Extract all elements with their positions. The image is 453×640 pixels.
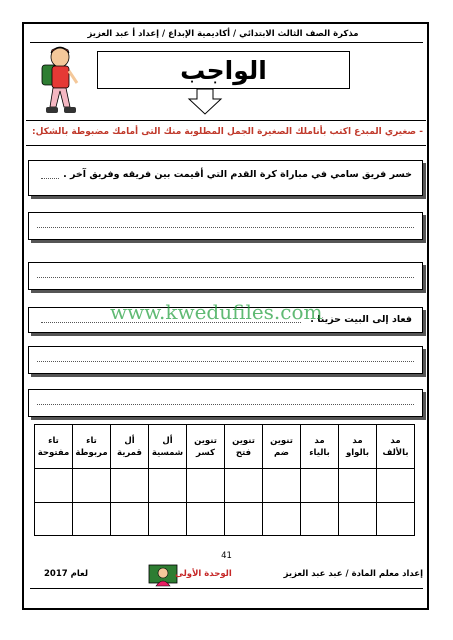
table-header-row bbox=[35, 425, 415, 469]
title-box bbox=[97, 51, 350, 89]
table-cell[interactable] bbox=[339, 502, 377, 536]
table-cell[interactable] bbox=[111, 469, 149, 503]
table-cell[interactable] bbox=[187, 502, 225, 536]
table-header-cell: أل شمسية bbox=[149, 425, 187, 469]
header-separator: / bbox=[162, 29, 166, 39]
table-header-cell: تنوين كسر bbox=[187, 425, 225, 469]
header-academy: أكاديمية الإبداع bbox=[168, 29, 231, 39]
dotted-line bbox=[37, 277, 414, 278]
table-cell[interactable] bbox=[339, 469, 377, 503]
page-title: الواجب bbox=[180, 56, 267, 85]
footer-year: لعام 2017 bbox=[44, 569, 89, 579]
dotted-line bbox=[37, 361, 414, 362]
table-header-cell: أل قمرية bbox=[111, 425, 149, 469]
header-separator: / bbox=[233, 29, 237, 39]
table-header-cell: مد بالياء bbox=[301, 425, 339, 469]
writing-box[interactable] bbox=[28, 212, 423, 240]
table-cell[interactable] bbox=[263, 502, 301, 536]
table-cell[interactable] bbox=[73, 502, 111, 536]
classification-table bbox=[34, 424, 415, 536]
table-cell[interactable] bbox=[111, 502, 149, 536]
table-row bbox=[35, 469, 415, 503]
table-cell[interactable] bbox=[377, 469, 415, 503]
dotted-line bbox=[37, 404, 414, 405]
table-cell[interactable] bbox=[301, 469, 339, 503]
table-cell[interactable] bbox=[187, 469, 225, 503]
table-row bbox=[35, 502, 415, 536]
header-rule bbox=[30, 42, 423, 43]
table-cell[interactable] bbox=[225, 502, 263, 536]
table-cell[interactable] bbox=[149, 469, 187, 503]
footer-unit: الوحدة الأولى bbox=[175, 569, 232, 579]
table-header-cell: تاء مفتوحة bbox=[35, 425, 73, 469]
table-cell[interactable] bbox=[73, 469, 111, 503]
table-cell[interactable] bbox=[225, 469, 263, 503]
page-header bbox=[53, 29, 393, 39]
table-cell[interactable] bbox=[35, 502, 73, 536]
teacher-illustration bbox=[148, 562, 178, 588]
table-cell[interactable] bbox=[35, 469, 73, 503]
table-header-cell: تنوين فتح bbox=[225, 425, 263, 469]
separator-line bbox=[26, 145, 426, 146]
table-header-cell: مد بالواو bbox=[339, 425, 377, 469]
writing-box[interactable] bbox=[28, 262, 423, 290]
table-header-cell: مد بالألف bbox=[377, 425, 415, 469]
writing-box[interactable] bbox=[28, 389, 423, 417]
table-header-cell: تاء مربوطة bbox=[73, 425, 111, 469]
separator-line bbox=[26, 120, 426, 121]
table-cell[interactable] bbox=[149, 502, 187, 536]
instruction-text: - صغيري المبدع اكتب بأناملك الصغيرة الجمل المطلوبة منك التى أمامك مضبوطة بالشكل: bbox=[32, 127, 423, 137]
watermark: www.kwedufiles.com bbox=[110, 300, 323, 324]
boy-with-backpack-illustration bbox=[32, 45, 87, 123]
footer-prepared-by: إعداد معلم المادة / عبد عبد العزيز bbox=[283, 569, 423, 579]
sentence-1: خسر فريق سامي في مباراة كرة القدم التي أقيمت بين فريقه وفريق آخر . bbox=[60, 169, 412, 180]
header-author: إعداد أ عبد العزيز bbox=[87, 29, 160, 39]
page-number: 41 bbox=[221, 551, 232, 561]
down-arrow-icon bbox=[185, 89, 225, 115]
table-header-cell: تنوين ضم bbox=[263, 425, 301, 469]
table-cell[interactable] bbox=[263, 469, 301, 503]
sentence-2: فعاد إلى البيت حزينا . bbox=[307, 314, 412, 325]
table-cell[interactable] bbox=[301, 502, 339, 536]
footer-rule bbox=[30, 588, 423, 589]
header-subject: مذكرة الصف الثالث الابتدائي bbox=[239, 29, 359, 39]
sentence-box-1 bbox=[28, 160, 423, 196]
dotted-line bbox=[37, 227, 414, 228]
writing-box[interactable] bbox=[28, 346, 423, 374]
table-cell[interactable] bbox=[377, 502, 415, 536]
